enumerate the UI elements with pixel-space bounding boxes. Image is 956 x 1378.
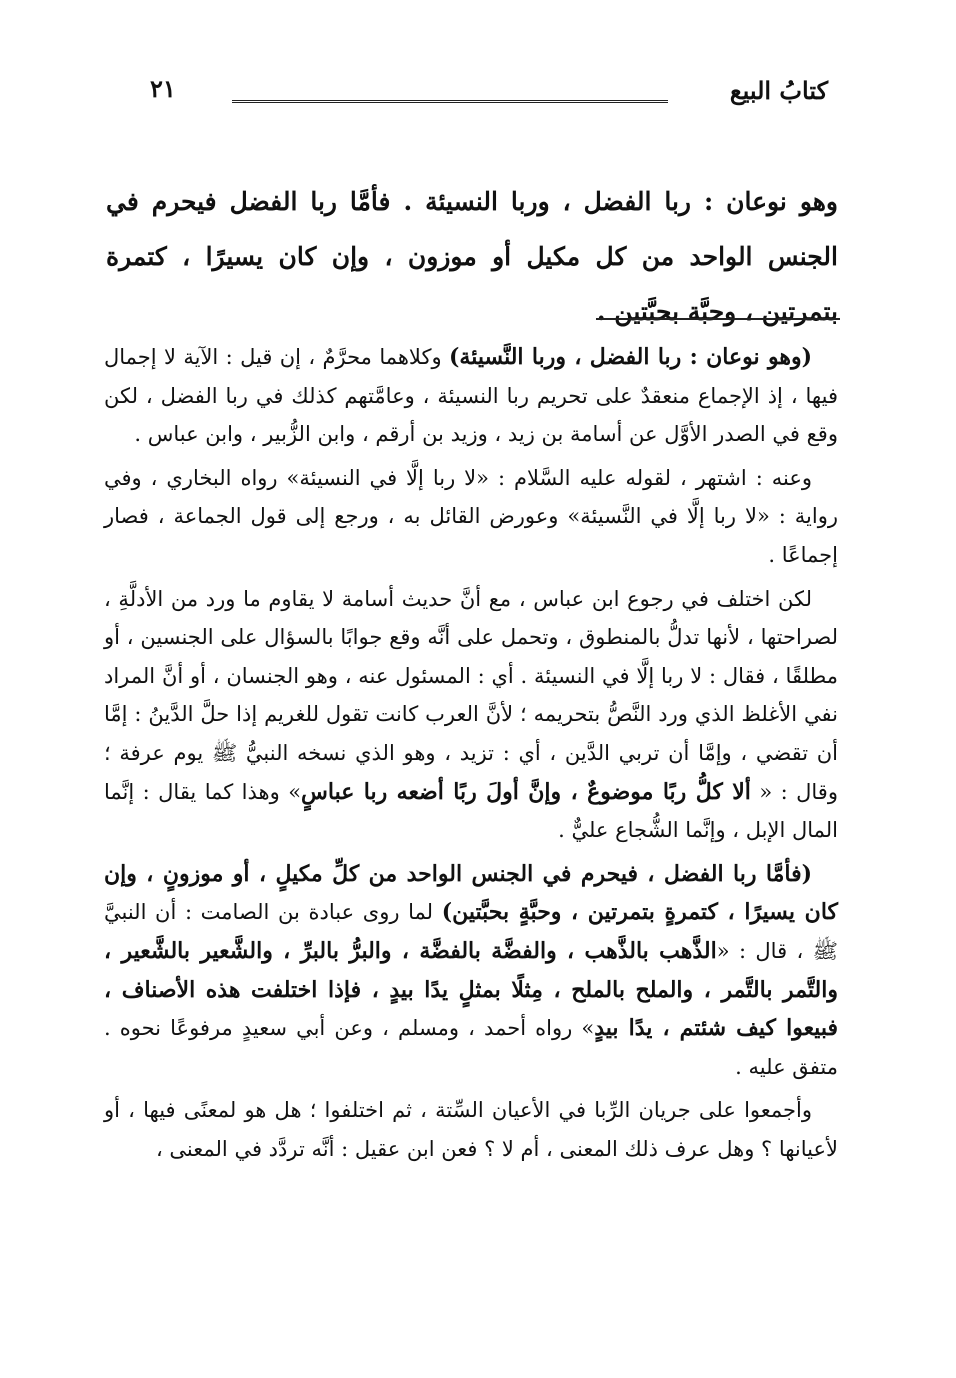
commentary-paragraph-4	[104, 855, 838, 1087]
section-separator	[596, 318, 840, 320]
paragraph-text: لكن اختلف في رجوع ابن عباس ، مع أنَّ حديث أسامة لا يقاوم ما ورد من الأدلَّةِ ، لصراحتها ، لأنها تدلُّ بالمنطوق ، وتحمل على أنَّه وقع جوابًا بالسؤال على الجنسين ، أو مطلقًا ، فقال : لا ربا إلَّا في النسيئة . أي : المسئول عنه ، وهو الجنسان ، أو أنَّ المراد نفي الأغلظ الذي ورد النَّصُّ بتحريمه ؛ لأنَّ العرب كانت تقول للغريم إذا حلَّ الدَّينُ : إمَّا أن تقضي ، وإمَّا أن تربي الدَّين ، أي : تزيد ، وهو الذي نسخه النبيُّ ﷺ يوم عرفة ؛ وقال : «	[104, 586, 838, 804]
page-number: ٢١	[150, 74, 176, 103]
lemma-quote: (وهو نوعان : ربا الفضل ، وربا النَّسيئة)	[448, 344, 812, 370]
paragraph-text: » رواه أحمد ، ومسلم ، وعن أبي سعيدٍ مرفوعًا نحوه . متفق عليه .	[104, 1016, 838, 1079]
commentary-paragraph-3	[104, 580, 838, 850]
commentary	[104, 338, 838, 1173]
running-title: كتابُ البيع	[729, 76, 828, 105]
commentary-paragraph-1	[104, 338, 838, 454]
hadith-quote: ألا كلُّ ربًا موضوعٌ ، وإنَّ أولَ ربًا أضعه ربا عباسٍ	[301, 778, 751, 805]
matn-text: وهو نوعان : ربا الفضل ، وربا النسيئة . فأمَّا ربا الفضل فيحرم في الجنس الواحد من كل مكيل أو موزون ، وإن كان يسيرًا ، كتمرة بتمرتين ، وحبَّة بحبَّتين .	[106, 187, 838, 326]
commentary-paragraph-5	[104, 1091, 838, 1168]
paragraph-text: لما روى عبادة بن الصامت : أن النبيَّ ﷺ ، قال : «	[104, 900, 839, 963]
paragraph-text: وعنه : اشتهر ، لقوله عليه السَّلام : «لا ربا إلَّا في النسيئة» رواه البخاري ، وفي رواية : «لا ربا إلَّا في النَّسيئة» وعورض القائل به ، ورجع إلى قول الجماعة ، فصار إجماعًا .	[104, 465, 838, 567]
paragraph-text: » وهذا كما يقال : إنَّما المال الإبل ، وإنَّما الشُّجاع عليٌّ .	[104, 779, 838, 843]
commentary-paragraph-2	[104, 459, 838, 575]
lemma-quote: (فأمَّا ربا الفضل ، فيحرم في الجنس الواحد من كلِّ مكيلٍ ، أو موزونٍ ، وإن كان يسيرًا ، كتمرةٍ بتمرتين ، وحبَّةٍ بحبَّتين)	[104, 860, 838, 926]
paragraph-text: وأجمعوا على جريان الرِّبا في الأعيان السِّتة ، ثم اختلفوا ؛ هل هو لمعنًى فيها ، أو لأعيانها ؟ وهل عرف ذلك المعنى ، أم لا ؟ فعن ابن عقيل : أنَّه تردَّد في المعنى ،	[104, 1098, 838, 1161]
hadith-quote: الذَّهب بالذَّهب ، والفضَّة بالفضَّة ، والبرُّ بالبرِّ ، والشَّعير بالشَّعير ، والتَّمر بالتَّمر ، والملح بالملح ، مِثلًا بمثلٍ يدًا بيدٍ ، فإذا اختلفت هذه الأصناف ، فبيعوا كيف شئتم ، يدًا بيدٍ	[104, 937, 838, 1042]
header-rule	[232, 100, 668, 103]
paragraph-text: وكلاهما محرَّمٌ ، إن قيل : الآية لا إجمال فيها ، إذ الإجماع منعقدٌ على تحريم ربا النسيئة ، وعامَّتهم كذلك في ربا الفضل ، لكن وقع في الصدر الأوَّل عن أسامة بن زيد ، وزيد بن أرقم ، وابن الزُّبير ، وابن عباس .	[104, 345, 838, 447]
page-header	[150, 76, 828, 116]
